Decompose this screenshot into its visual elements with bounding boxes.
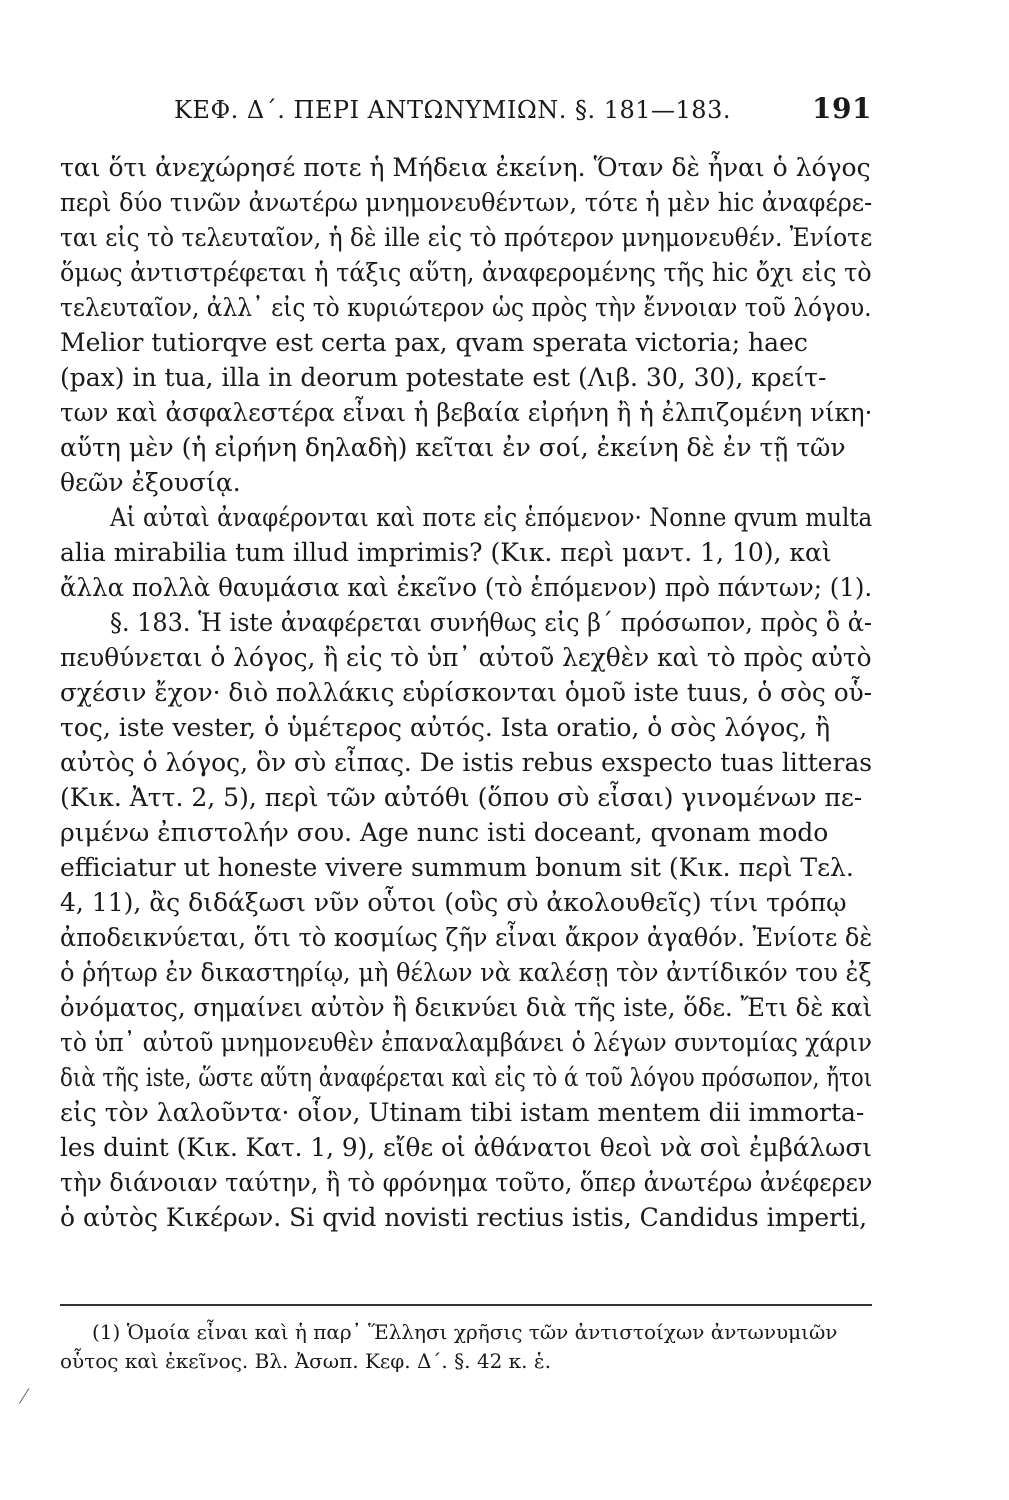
text-line: ἄλλα πολλὰ θαυμάσια καὶ ἐκεῖνο (τὸ ἑπόμενον) πρὸ πάντων; (1). xyxy=(60,573,873,602)
text-line: ται εἰς τὸ τελευταῖον, ἡ δὲ ille εἰς τὸ πρότερον μνημονευθέν. Ἐνίοτε xyxy=(60,223,873,252)
main-text xyxy=(60,150,872,1235)
text-line: ὁ αὐτὸς Κικέρων. Si qvid novisti rectius istis, Candidus imperti, xyxy=(60,1203,868,1232)
text-line: τος, iste vester, ὁ ὑμέτερος αὐτός. Ista oratio, ὁ σὸς λόγος, ἢ xyxy=(60,713,831,742)
footnote-line: οὗτος καὶ ἐκεῖνος. Βλ. Ἀσωπ. Κεφ. Δ΄. §. 42 κ. ἑ. xyxy=(60,1349,551,1373)
text-line: Αἱ αὐταὶ ἀναφέρονται καὶ ποτε εἰς ἑπόμενον· Nonne qvum multa xyxy=(110,503,873,532)
text-line: τελευταῖον, ἀλλ᾽ εἰς τὸ κυριώτερον ὡς πρὸς τὴν ἔννοιαν τοῦ λόγου. xyxy=(60,293,872,322)
margin-pencil-mark xyxy=(19,1388,31,1405)
text-line: efficiatur ut honeste vivere summum bonum sit (Κικ. περὶ Τελ. xyxy=(60,853,854,882)
text-line: σχέσιν ἔχον· διὸ πολλάκις εὑρίσκονται ὁμοῦ iste tuus, ὁ σὸς οὗ- xyxy=(60,678,873,707)
page-number: 191 xyxy=(812,92,872,125)
text-line: ριμένω ἐπιστολήν σου. Age nunc isti doceant, qvonam modo xyxy=(60,818,829,847)
text-line: διὰ τῆς iste, ὥστε αὕτη ἀναφέρεται καὶ εἰς τὸ ά τοῦ λόγου πρόσωπον, ἤτοι xyxy=(60,1063,873,1092)
text-line: 4, 11), ἂς διδάξωσι νῦν οὗτοι (οὓς σὺ ἀκολουθεῖς) τίνι τρόπῳ xyxy=(60,888,847,917)
footnote-divider xyxy=(60,1304,872,1306)
text-line: περὶ δύο τινῶν ἀνωτέρω μνημονευθέντων, τότε ἡ μὲν hic ἀναφέρε- xyxy=(60,188,873,217)
text-line: ται ὅτι ἀνεχώρησέ ποτε ἡ Μήδεια ἐκείνη. Ὅταν δὲ ἦναι ὁ λόγος xyxy=(60,153,871,182)
text-line: των καὶ ἀσφαλεστέρα εἶναι ἡ βεβαία εἰρήνη ἢ ἡ ἐλπιζομένη νίκη· xyxy=(60,398,873,427)
text-line: τὴν διάνοιαν ταύτην, ἢ τὸ φρόνημα τοῦτο, ὅπερ ἀνωτέρω ἀνέφερεν xyxy=(60,1168,873,1197)
text-line: ὀνόματος, σημαίνει αὐτὸν ἢ δεικνύει διὰ τῆς iste, ὅδε. Ἔτι δὲ καὶ xyxy=(60,993,873,1022)
text-line: alia mirabilia tum illud imprimis? (Κικ. περὶ μαντ. 1, 10), καὶ xyxy=(60,538,832,567)
footnotes xyxy=(60,1318,872,1376)
running-title: ΚΕΦ. Δ΄. ΠΕΡΙ ΑΝΤΩΝΥΜΙΩΝ. §. 181—183. xyxy=(174,96,731,124)
section-heading-line: §. 183. Ἡ iste ἀναφέρεται συνήθως εἰς β΄ πρόσωπον, πρὸς ὃ ἀ- xyxy=(110,608,872,637)
text-line: Melior tutiorqve est certa pax, qvam sperata victoria; haec xyxy=(60,328,808,357)
text-line: αὕτη μὲν (ἡ εἰρήνη δηλαδὴ) κεῖται ἐν σοί, ἐκείνη δὲ ἐν τῇ τῶν xyxy=(60,433,846,462)
text-line: (Κικ. Ἀττ. 2, 5), περὶ τῶν αὐτόθι (ὅπου σὺ εἶσαι) γινομένων πε- xyxy=(60,783,863,812)
page-header xyxy=(136,92,872,132)
footnote-line: (1) Ὁμοία εἶναι καὶ ἡ παρ᾽ Ἕλλησι χρῆσις τῶν ἀντιστοίχων ἀντωνυμιῶν xyxy=(92,1320,838,1344)
text-line: θεῶν ἐξουσίᾳ. xyxy=(60,468,241,497)
text-line: αὐτὸς ὁ λόγος, ὃν σὺ εἶπας. De istis rebus exspecto tuas litteras xyxy=(60,748,873,777)
text-line: les duint (Κικ. Κατ. 1, 9), εἴθε οἱ ἀθάνατοι θεοὶ νὰ σοὶ ἐμβάλωσι xyxy=(60,1133,872,1162)
text-line: πευθύνεται ὁ λόγος, ἢ εἰς τὸ ὑπ᾽ αὐτοῦ λεχθὲν καὶ τὸ πρὸς αὐτὸ xyxy=(60,643,872,672)
text-line: ὅμως ἀντιστρέφεται ἡ τάξις αὕτη, ἀναφερομένης τῆς hic ὄχι εἰς τὸ xyxy=(60,258,872,287)
text-line: ἀποδεικνύεται, ὅτι τὸ κοσμίως ζῆν εἶναι ἄκρον ἀγαθόν. Ἐνίοτε δὲ xyxy=(60,923,873,952)
text-line: εἰς τὸν λαλοῦντα· οἷον, Utinam tibi istam mentem dii immorta- xyxy=(60,1098,865,1127)
text-line: (pax) in tua, illa in deorum potestate est (Λιβ. 30, 30), κρείτ- xyxy=(60,363,827,392)
text-line: ὁ ῥήτωρ ἐν δικαστηρίῳ, μὴ θέλων νὰ καλέσῃ τὸν ἀντίδικόν του ἐξ xyxy=(60,958,872,987)
text-line: τὸ ὑπ᾽ αὐτοῦ μνημονευθὲν ἐπαναλαμβάνει ὁ λέγων συντομίας χάριν xyxy=(60,1028,872,1057)
